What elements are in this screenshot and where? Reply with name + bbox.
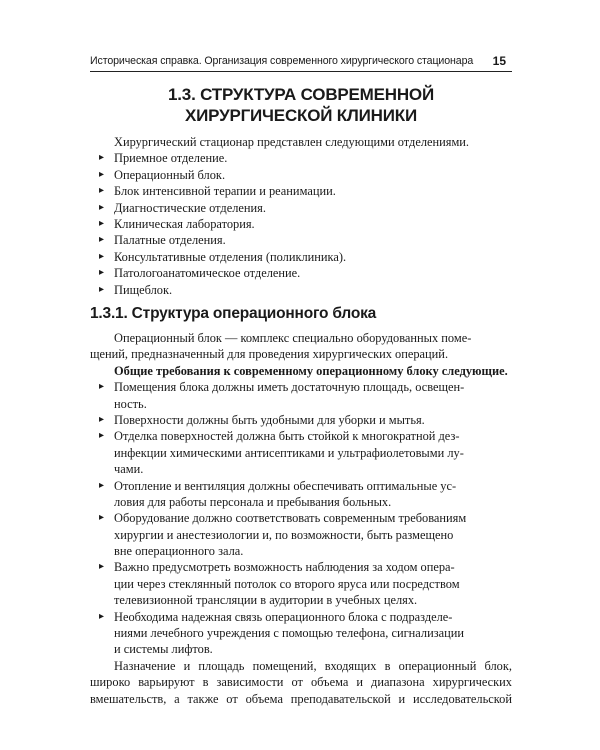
triangle-bullet-icon: ▸	[99, 561, 105, 573]
paragraph-line: Операционный блок — комплекс специально оборудованных поме-	[114, 331, 472, 345]
triangle-bullet-icon: ▸	[99, 234, 105, 246]
triangle-bullet-icon: ▸	[99, 413, 105, 425]
requirement-item: ▸ Отопление и вентиляция должны обеспечивать оптимальные ус- ловия для работы персонала и пребывания больных.	[99, 478, 457, 509]
chapter-title	[90, 84, 512, 126]
running-head-title: Историческая справка. Организация современного хирургического стационара	[90, 55, 474, 67]
requirement-item: ▸ Помещения блока должны иметь достаточную площадь, освещен- ность.	[99, 380, 465, 411]
chapter-title-line: 1.3. СТРУКТУРА СОВРЕМЕННОЙ	[168, 85, 434, 104]
triangle-bullet-icon: ▸	[99, 430, 105, 442]
page-number: 15	[492, 54, 506, 68]
paragraph-line: щений, предназначенный для проведения хирургических операций.	[90, 347, 449, 362]
triangle-bullet-icon: ▸	[99, 152, 105, 164]
chapter-title-line: ХИРУРГИЧЕСКОЙ КЛИНИКИ	[185, 106, 417, 125]
requirements-heading: Общие требования к современному операционному блоку следующие.	[114, 363, 508, 378]
triangle-bullet-icon: ▸	[99, 217, 105, 229]
requirement-item: ▸ Отделка поверхностей должна быть стойкой к многократной дез- инфекции химическими антисептиками и ультрафиолетовыми лу- чами.	[99, 429, 464, 477]
section-title: 1.3.1. Структура операционного блока	[90, 305, 377, 322]
triangle-bullet-icon: ▸	[99, 185, 105, 197]
list-item: ▸ Пищеблок.	[99, 282, 173, 297]
list-item: ▸ Приемное отделение.	[99, 151, 228, 166]
paragraph-line: вмешательств, а также от объема преподавательской и исследовательской	[90, 691, 512, 706]
triangle-bullet-icon: ▸	[99, 610, 105, 622]
list-item: ▸ Операционный блок.	[99, 167, 226, 182]
requirement-item: ▸ Оборудование должно соответствовать современным требованиям хирургии и анестезиологии и, по возможности, быть размещено вне операционного зала.	[99, 511, 467, 559]
requirement-item: ▸ Поверхности должны быть удобными для уборки и мытья.	[99, 412, 425, 427]
list-item: ▸ Патологоанатомическое отделение.	[99, 266, 301, 281]
triangle-bullet-icon: ▸	[99, 479, 105, 491]
triangle-bullet-icon: ▸	[99, 512, 105, 524]
list-item: ▸ Клиническая лаборатория.	[99, 216, 255, 231]
triangle-bullet-icon: ▸	[99, 283, 105, 295]
paragraph-line: широко варьируют в зависимости от объема и диапазона хирургических	[90, 675, 512, 690]
triangle-bullet-icon: ▸	[99, 168, 105, 180]
list-item: ▸ Диагностические отделения.	[99, 200, 266, 215]
intro-block	[90, 134, 512, 298]
requirement-item: ▸ Важно предусмотреть возможность наблюдения за ходом опера- ции через стеклянный потолок со второго яруса или посредством телевизионной трансляции в аудитории в учебных целях.	[99, 560, 460, 608]
list-item: ▸ Консультативные отделения (поликлиника).	[99, 249, 347, 264]
section-body	[90, 330, 512, 707]
paragraph-line: Назначение и площадь помещений, входящих в операционный блок,	[114, 658, 512, 673]
triangle-bullet-icon: ▸	[99, 381, 105, 393]
triangle-bullet-icon: ▸	[99, 250, 105, 262]
running-head	[90, 52, 512, 70]
header-divider	[90, 71, 512, 72]
requirement-item: ▸ Необходима надежная связь операционного блока с подразделе- ниями лечебного учреждения с помощью телефона, сигнализации и системы лифтов.	[99, 609, 464, 657]
intro-text: Хирургический стационар представлен следующими отделениями.	[114, 135, 470, 149]
triangle-bullet-icon: ▸	[99, 201, 105, 213]
triangle-bullet-icon: ▸	[99, 267, 105, 279]
list-item: ▸ Блок интенсивной терапии и реанимации.	[99, 184, 336, 199]
list-item: ▸ Палатные отделения.	[99, 233, 226, 248]
